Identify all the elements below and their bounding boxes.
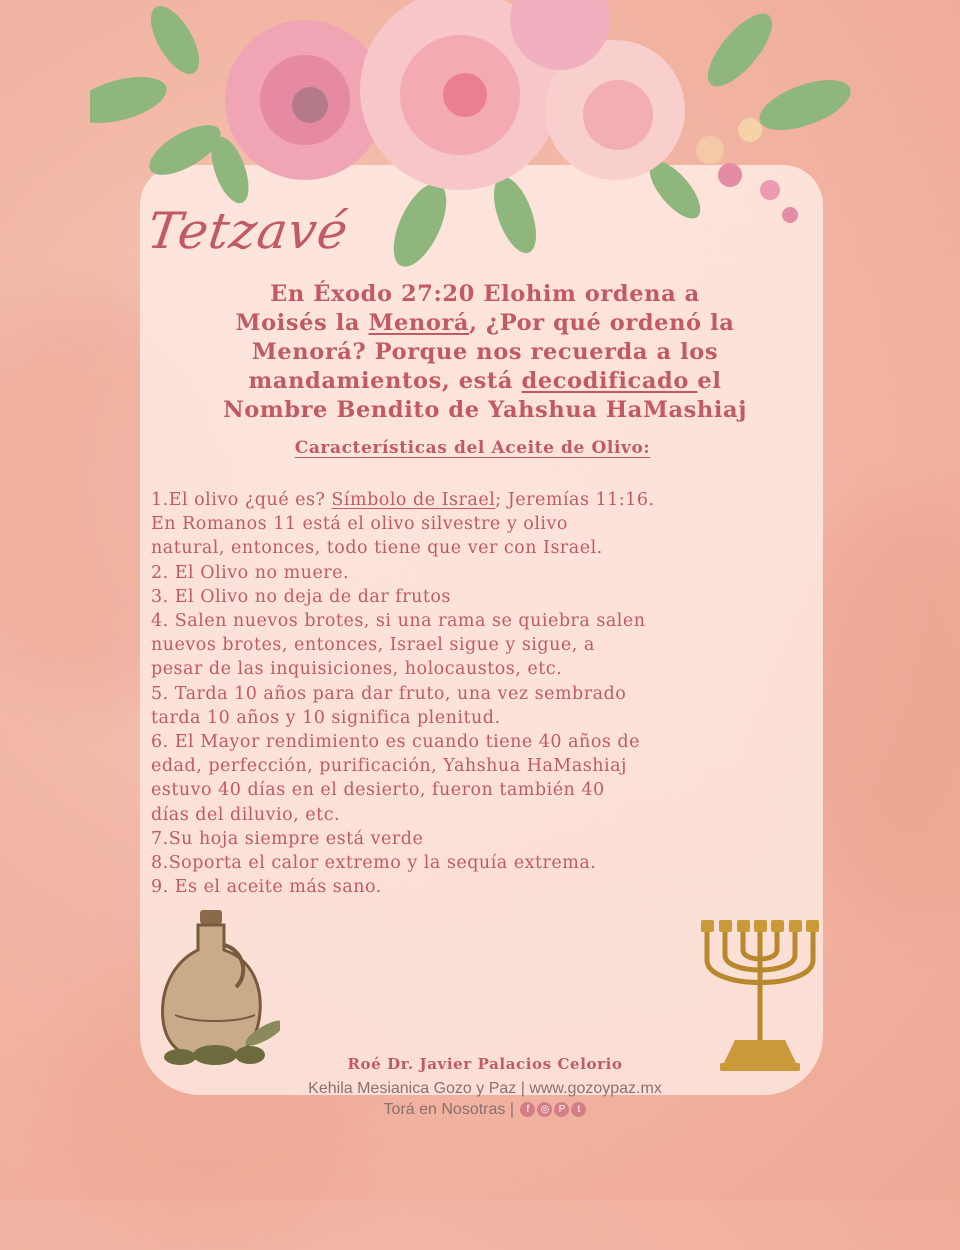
list-item: nuevos brotes, entonces, Israel sigue y sigue, a [151, 635, 595, 656]
list-item: tarda 10 años y 10 significa plenitud. [151, 707, 501, 728]
list-item: días del diluvio, etc. [151, 804, 341, 825]
list-item: natural, entonces, todo tiene que ver con Israel. [151, 538, 603, 559]
author-name: Roé Dr. Javier Palacios Celorio [347, 1055, 623, 1073]
list-item: 6. El Mayor rendimiento es cuando tiene 40 años de [151, 732, 640, 753]
list-item: 3. El Olivo no deja de dar frutos [151, 586, 451, 607]
section-heading: Características del Aceite de Olivo: [294, 438, 651, 458]
list-item: 7.Su hoja siempre está verde [151, 828, 424, 849]
list-item: edad, perfección, purificación, Yahshua HaMashiaj [151, 756, 627, 777]
list-item: 1.El olivo ¿qué es? Símbolo de Israel; Jeremías 11:16. [151, 490, 655, 510]
menorah-icon [695, 910, 825, 1075]
list-item: 5. Tarda 10 años para dar fruto, una vez sembrado [151, 683, 627, 704]
list-item: 2. El Olivo no muere. [151, 562, 350, 583]
intro-paragraph: En Éxodo 27:20 Elohim ordena a Moisés la Menorá, ¿Por qué ordenó la Menorá? Porque nos recuerda a los mandamientos, está decodificado el Nombre Bendito de Yahshua HaMashiaj [223, 281, 747, 423]
olive-oil-jug-icon [150, 905, 280, 1075]
twitter-icon[interactable]: t [571, 1102, 586, 1117]
social-line: Torá en Nosotras | f ◎ P t [275, 1101, 695, 1119]
list-item: 8.Soporta el calor extremo y la sequía extrema. [151, 853, 597, 874]
list-item: pesar de las inquisiciones, holocaustos, etc. [151, 659, 563, 680]
list-item: En Romanos 11 está el olivo silvestre y olivo [151, 514, 568, 535]
page-title: Tetzavé [143, 202, 353, 260]
list-item: estuvo 40 días en el desierto, fueron también 40 [151, 780, 605, 801]
characteristics-list [151, 488, 811, 899]
link-decodificado: decodificado [521, 368, 698, 394]
organization-website: Kehila Mesianica Gozo y Paz | www.gozoypaz.mx [308, 1080, 662, 1097]
link-menora: Menorá [368, 310, 470, 336]
list-item: 9. Es el aceite más sano. [151, 877, 382, 898]
pinterest-icon[interactable]: P [554, 1102, 569, 1117]
facebook-icon[interactable]: f [520, 1102, 535, 1117]
instagram-icon[interactable]: ◎ [537, 1102, 552, 1117]
list-item: 4. Salen nuevos brotes, si una rama se quiebra salen [151, 611, 646, 632]
